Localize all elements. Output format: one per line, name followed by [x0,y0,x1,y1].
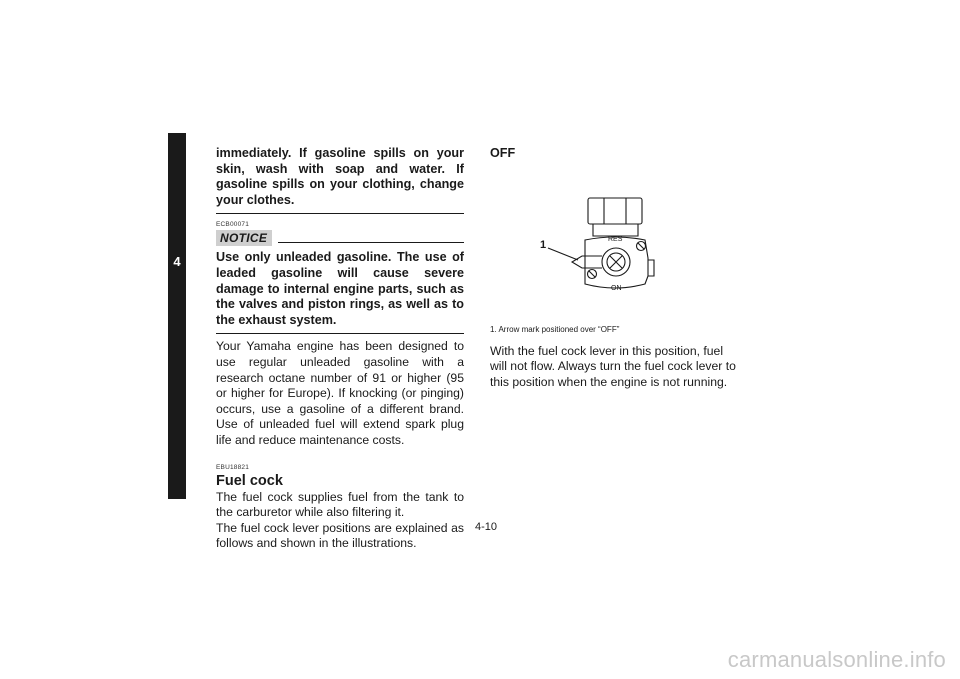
section-tab [168,133,186,499]
notice-header-rule [278,242,464,243]
notice-code: ECB00071 [216,221,250,229]
notice-badge: NOTICE [216,230,272,246]
fuel-cock-illustration [490,196,742,313]
left-column [216,146,464,552]
warning-end-rule [216,213,464,214]
fuel-cock-text-1: The fuel cock supplies fuel from the tank to the carburetor while also filtering it. [216,489,464,520]
watermark: carmanualsonline.info [727,647,946,672]
res-label: RES [608,235,623,243]
on-label: ON [611,284,622,292]
octane-paragraph: Your Yamaha engine has been designed to use regular unleaded gasoline with a research octane number of 91 or higher (95 or higher for Europe). If knocking (or pinging) occurs, use a gasoline of a different brand. Use of unleaded fuel will extend spark plug life and reduce maintenance costs. [216,339,464,447]
right-column [490,146,742,390]
fuel-cock-text-2: The fuel cock lever positions are explained as follows and shown in the illustrations. [216,520,464,551]
page-number: 4-10 [474,521,498,533]
warning-continued-text: immediately. If gasoline spills on your skin, wash with soap and water. If gasoline spills on your clothing, change your clothes. [216,146,464,207]
section-heading: Fuel cock [216,472,283,489]
notice-text: Use only unleaded gasoline. The use of leaded gasoline will cause severe damage to internal engine parts, such as the valves and piston rings, as well as to the exhaust system. [216,250,464,327]
off-position-text: With the fuel cock lever in this position, fuel will not flow. Always turn the fuel cock lever to this position when the engine is not running. [490,343,736,389]
fuel-cock-diagram [490,196,742,313]
off-position-label: OFF [490,146,516,160]
figure-caption: 1. Arrow mark positioned over “OFF” [490,324,620,334]
figure-callout-number: 1 [540,238,547,251]
section-tab-number: 4 [173,254,181,269]
notice-end-rule [216,333,464,334]
notice-header [216,230,464,246]
section-code: EBU18821 [216,463,250,471]
